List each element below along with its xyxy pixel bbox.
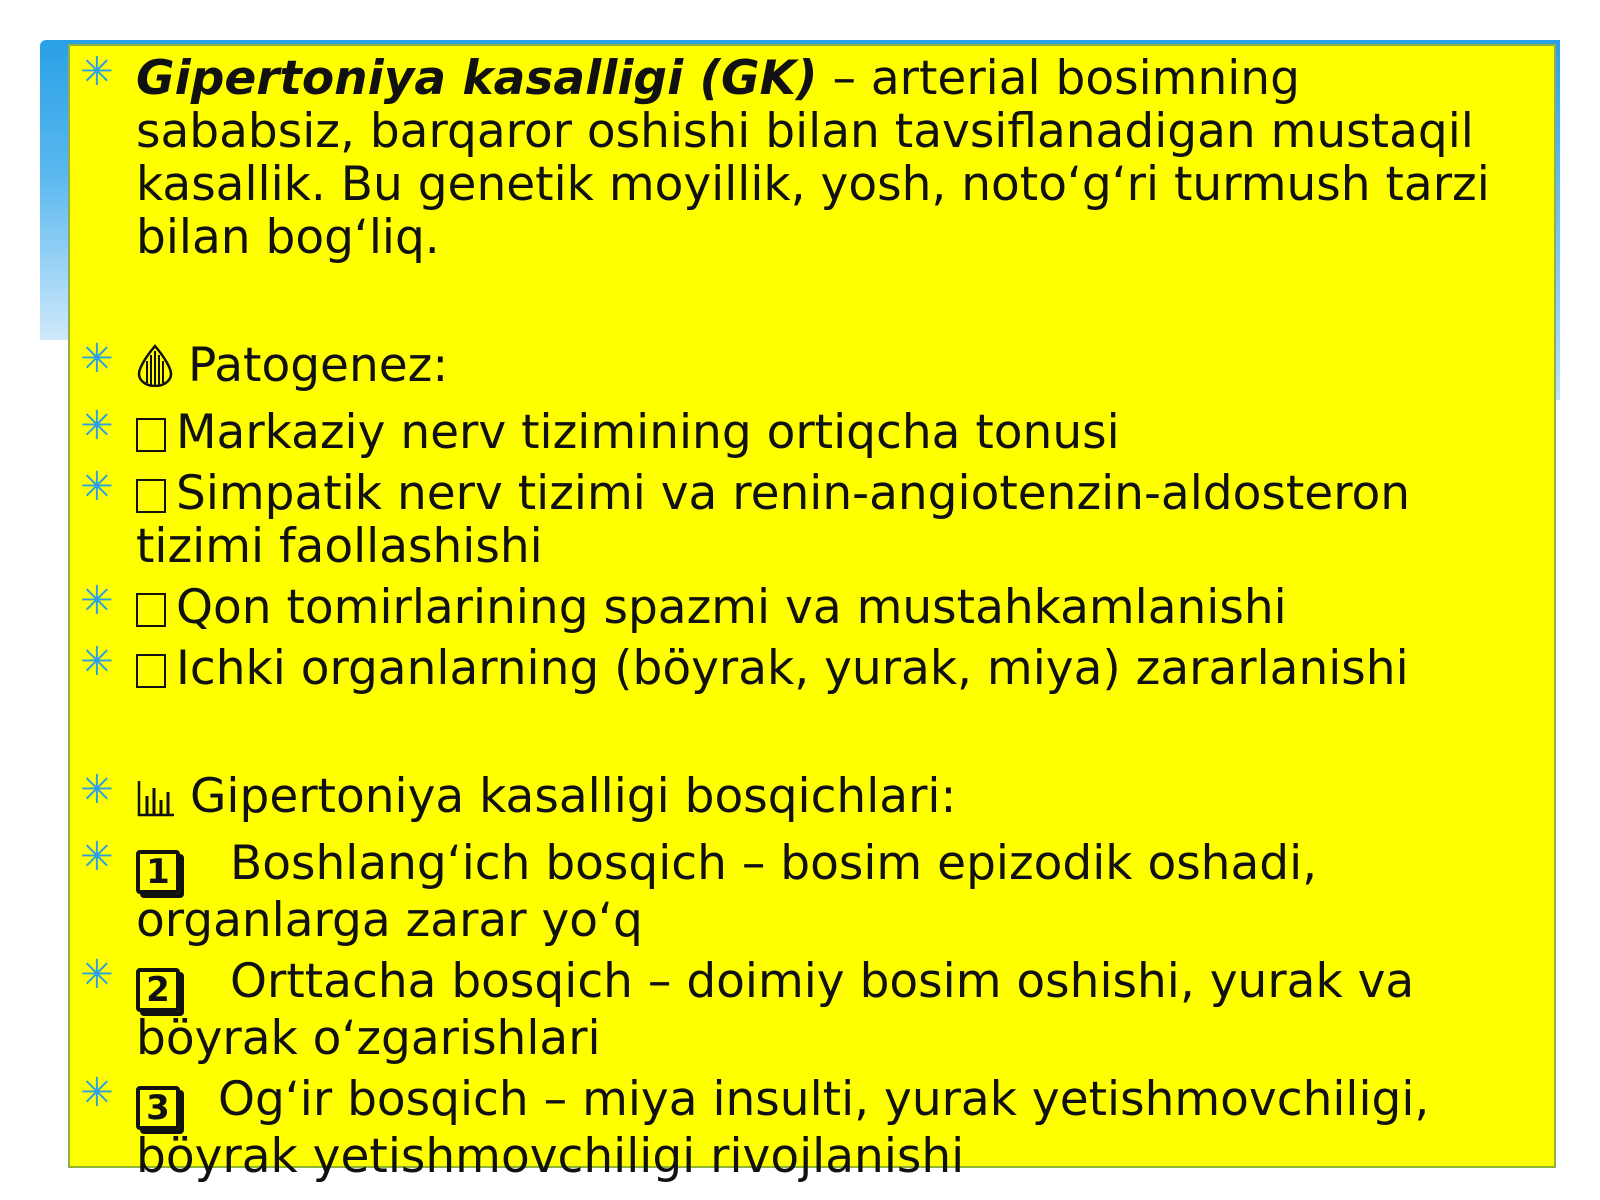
section-heading: Patogenez: <box>188 338 449 393</box>
item-text: Boshlang‘ich bosqich – bosim epizodik oshadi, organlarga zarar yo‘q <box>136 836 1318 948</box>
bullet-star-icon: ✳ <box>80 49 114 95</box>
content-box <box>68 44 1556 1184</box>
bullet-star-icon: ✳ <box>80 639 114 685</box>
item-text: Og‘ir bosqich – miya insulti, yurak yetishmovchiligi, böyrak yetishmovchiligi rivojlanishi <box>136 1072 1430 1184</box>
list-item <box>70 952 1554 1066</box>
missing-glyph-icon <box>136 654 166 688</box>
list-item <box>70 49 1554 265</box>
keycap-1-icon: 1 <box>136 850 180 894</box>
definition-term: Gipertoniya kasalligi (GK) <box>136 51 818 106</box>
bullet-star-icon: ✳ <box>80 767 114 813</box>
bullet-list <box>70 49 1554 1184</box>
keycap-2-icon: 2 <box>136 968 180 1012</box>
list-item <box>70 639 1554 696</box>
bullet-star-icon: ✳ <box>80 578 114 624</box>
keycap-3-icon: 3 <box>136 1086 180 1130</box>
missing-glyph-icon <box>136 593 166 627</box>
bullet-star-icon: ✳ <box>80 464 114 510</box>
list-item <box>70 767 1554 829</box>
bullet-star-icon: ✳ <box>80 834 114 880</box>
droplet-icon <box>136 343 174 398</box>
definition-text: – arterial bosimning sababsiz, barqaror oshishi bilan tavsiflanadigan mustaqil kasallik. Bu genetik moyillik, yosh, noto‘g‘ri turmush tarzi bilan bog‘liq. <box>136 51 1490 265</box>
bullet-star-icon: ✳ <box>80 952 114 998</box>
item-text: Simpatik nerv tizimi va renin-angiotenzin-aldosteron tizimi faollashishi <box>136 466 1411 574</box>
item-text: Ichki organlarning (böyrak, yurak, miya) zararlanishi <box>176 641 1409 696</box>
list-item <box>70 834 1554 948</box>
bullet-star-icon: ✳ <box>80 403 114 449</box>
missing-glyph-icon <box>136 479 166 513</box>
list-item <box>70 464 1554 574</box>
list-item <box>70 578 1554 635</box>
bar-chart-icon <box>136 776 176 829</box>
bullet-star-icon: ✳ <box>80 1070 114 1116</box>
item-text: Markaziy nerv tizimining ortiqcha tonusi <box>176 405 1120 460</box>
section-heading: Gipertoniya kasalligi bosqichlari: <box>190 769 957 824</box>
missing-glyph-icon <box>136 418 166 452</box>
item-text: Qon tomirlarining spazmi va mustahkamlanishi <box>176 580 1287 635</box>
list-item <box>70 1070 1554 1184</box>
item-text: Orttacha bosqich – doimiy bosim oshishi, yurak va böyrak o‘zgarishlari <box>136 954 1415 1066</box>
list-item <box>70 403 1554 460</box>
bullet-star-icon: ✳ <box>80 336 114 382</box>
list-item <box>70 336 1554 398</box>
